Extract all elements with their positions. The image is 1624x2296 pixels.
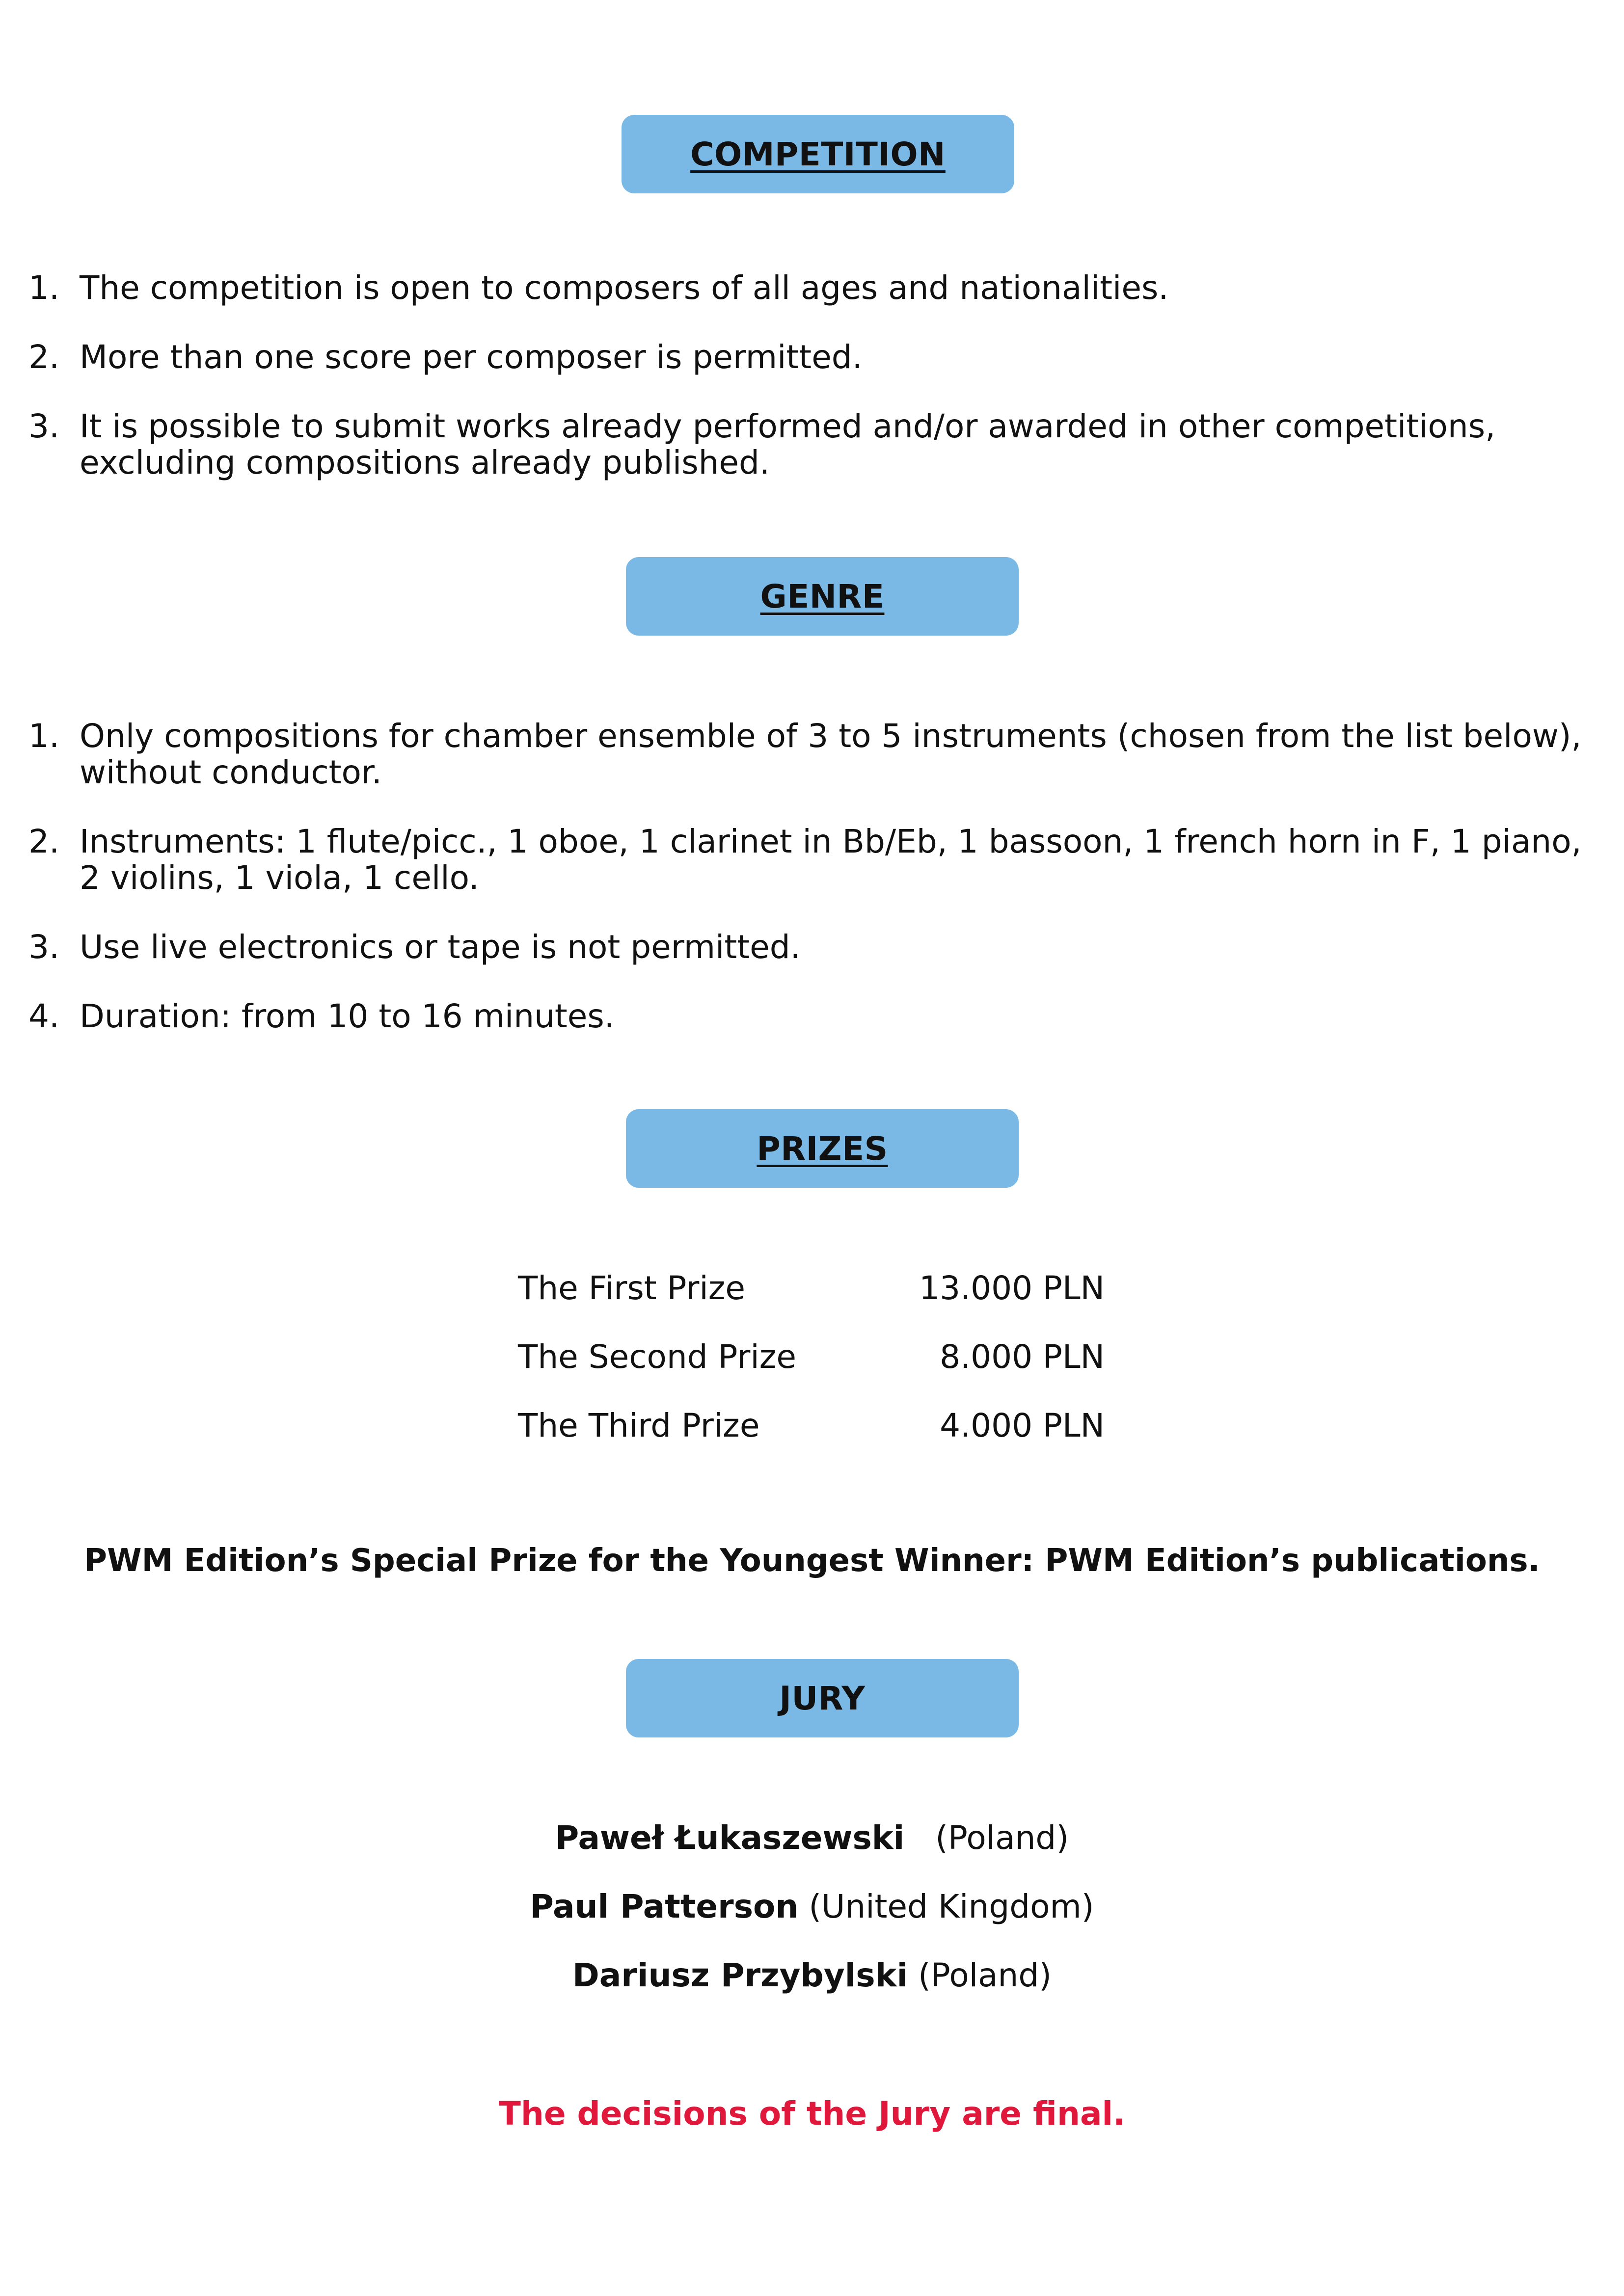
jury-member [0,1885,1624,1929]
list-item: 4. Duration: from 10 to 16 minutes. [28,997,615,1035]
jury-title: JURY [779,1679,866,1717]
competition-header [622,115,1014,193]
jury-member [0,1816,1624,1860]
prize-row-second [491,1335,1124,1379]
list-item: 2. More than one score per composer is permitted. [28,338,863,376]
prize-row-third [491,1404,1124,1448]
prize-name: The Third Prize [518,1407,760,1444]
jury-member-name: Dariusz Przybylski [572,1956,908,1994]
prize-row-first [491,1266,1124,1310]
jury-member-country: (Poland) [918,1956,1052,1994]
jury-member-country: (United Kingdom) [809,1888,1094,1925]
jury-header [626,1659,1019,1737]
list-item: 1. Only compositions for chamber ensemble of 3 to 5 instruments (chosen from the list below), without conductor. [28,717,1582,791]
jury-member [0,1953,1624,1998]
special-prize-note: PWM Edition’s Special Prize for the Youngest Winner: PWM Edition’s publications. [84,1543,1540,1579]
genre-rules-list [28,718,1590,1068]
prizes-header [626,1109,1019,1188]
list-item: 1. The competition is open to composers of all ages and nationalities. [28,269,1169,307]
jury-member-name: Paweł Łukaszewski [555,1819,905,1857]
prize-name: The Second Prize [518,1338,796,1376]
competition-rules-list [28,270,1590,514]
list-item: 2. Instruments: 1 flute/picc., 1 oboe, 1 clarinet in Bb/Eb, 1 bassoon, 1 french horn in F, 1 piano, 2 violins, 1 viola, 1 cello. [28,823,1582,897]
jury-member-name: Paul Patterson [530,1888,799,1925]
prize-value: 8.000 PLN [940,1338,1105,1376]
competition-title: COMPETITION [690,135,946,173]
list-item: 3. It is possible to submit works already performed and/or awarded in other competitions, excluding compositions already published. [28,407,1496,481]
prizes-title: PRIZES [757,1129,888,1168]
jury-final-note: The decisions of the Jury are final. [498,2095,1126,2133]
genre-header [626,557,1019,636]
prize-name: The First Prize [518,1269,745,1307]
jury-member-country: (Poland) [935,1819,1069,1857]
genre-title: GENRE [760,577,885,615]
prize-value: 13.000 PLN [919,1269,1105,1307]
prize-value: 4.000 PLN [940,1407,1105,1444]
list-item: 3. Use live electronics or tape is not permitted. [28,928,801,966]
